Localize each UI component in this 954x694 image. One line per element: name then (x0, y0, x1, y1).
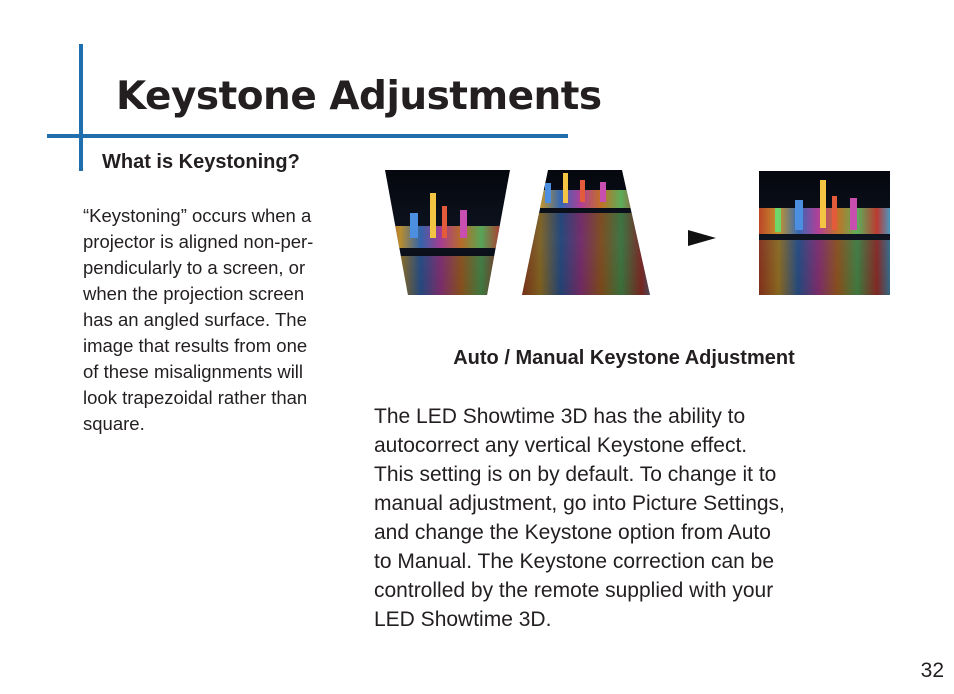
right-triangle-arrow-icon (688, 230, 716, 246)
section-heading: Auto / Manual Keystone Adjustment (453, 347, 795, 369)
keystone-adjustment-description: The LED Showtime 3D has the ability to autocorrect any vertical Keystone effect. This setting is on by default. To change it to manual adjustment, go into Picture Settings, and change the Keystone option from Auto to Manual. The Keystone correction can be controlled by the remote supplied with your LED Showtime 3D. (374, 405, 785, 631)
keystone-illustration (380, 168, 895, 298)
trapezoid-bottom-wide-image (520, 168, 655, 298)
page-title: Keystone Adjustments (116, 74, 602, 119)
trapezoid-top-wide-image (380, 168, 515, 298)
title-vertical-rule (79, 44, 83, 171)
keystone-illustration-svg (380, 168, 895, 298)
corrected-rectangle-image (759, 171, 890, 295)
keystoning-description: “Keystoning” occurs when a projector is aligned non-per- pendicularly to a screen, or when the projection screen has an angled surface. The image that results from one of these misalignments will look trapezoidal rather than square. (83, 205, 314, 434)
title-horizontal-rule (47, 134, 568, 138)
page-number: 32 (920, 659, 944, 682)
section-subtitle: What is Keystoning? (102, 151, 300, 173)
